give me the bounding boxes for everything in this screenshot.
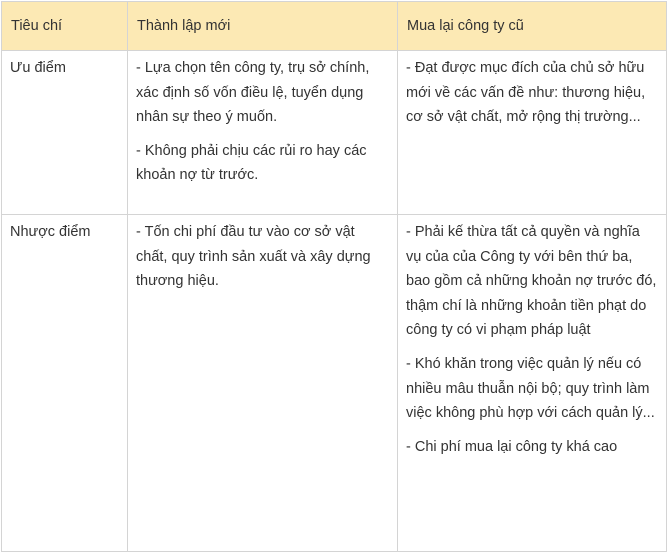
new-company-cell <box>128 51 398 215</box>
comparison-table <box>1 1 667 552</box>
paragraph: - Chi phí mua lại công ty khá cao <box>406 438 618 455</box>
criterion-label: Ưu điểm <box>10 60 66 76</box>
paragraph: - Không phải chịu các rủi ro hay các khoản nợ từ trước. <box>136 142 367 184</box>
paragraph: - Lựa chọn tên công ty, trụ sở chính, xác định số vốn điều lệ, tuyển dụng nhân sự theo ý muốn. <box>136 60 370 126</box>
table-header-row <box>2 2 667 51</box>
paragraph: - Phải kế thừa tất cả quyền và nghĩa vụ của của Công ty với bên thứ ba, bao gồm cả những khoản nợ trước đó, thậm chí là những khoản tiền phạt do công ty có vi phạm pháp luật <box>406 224 657 339</box>
paragraph: - Đạt được mục đích của chủ sở hữu mới về các vấn đề như: thương hiệu, cơ sở vật chất, mở rộng thị trường... <box>406 60 646 126</box>
header-new-company: Thành lập mới <box>128 2 398 51</box>
acquire-company-cell <box>398 51 667 215</box>
table-row-advantages <box>2 51 667 215</box>
paragraph: - Khó khăn trong việc quản lý nếu có nhiều mâu thuẫn nội bộ; quy trình làm việc không phù hợp với cách quản lý... <box>406 355 655 422</box>
criterion-label: Nhược điểm <box>10 224 91 240</box>
new-company-cell <box>128 215 398 552</box>
table-row-disadvantages <box>2 215 667 552</box>
acquire-company-cell <box>398 215 667 552</box>
header-criteria: Tiêu chí <box>2 2 128 51</box>
criterion-cell <box>2 215 128 552</box>
paragraph: - Tốn chi phí đầu tư vào cơ sở vật chất, quy trình sản xuất và xây dựng thương hiệu. <box>136 224 371 290</box>
header-acquire-company: Mua lại công ty cũ <box>398 2 667 51</box>
criterion-cell <box>2 51 128 215</box>
